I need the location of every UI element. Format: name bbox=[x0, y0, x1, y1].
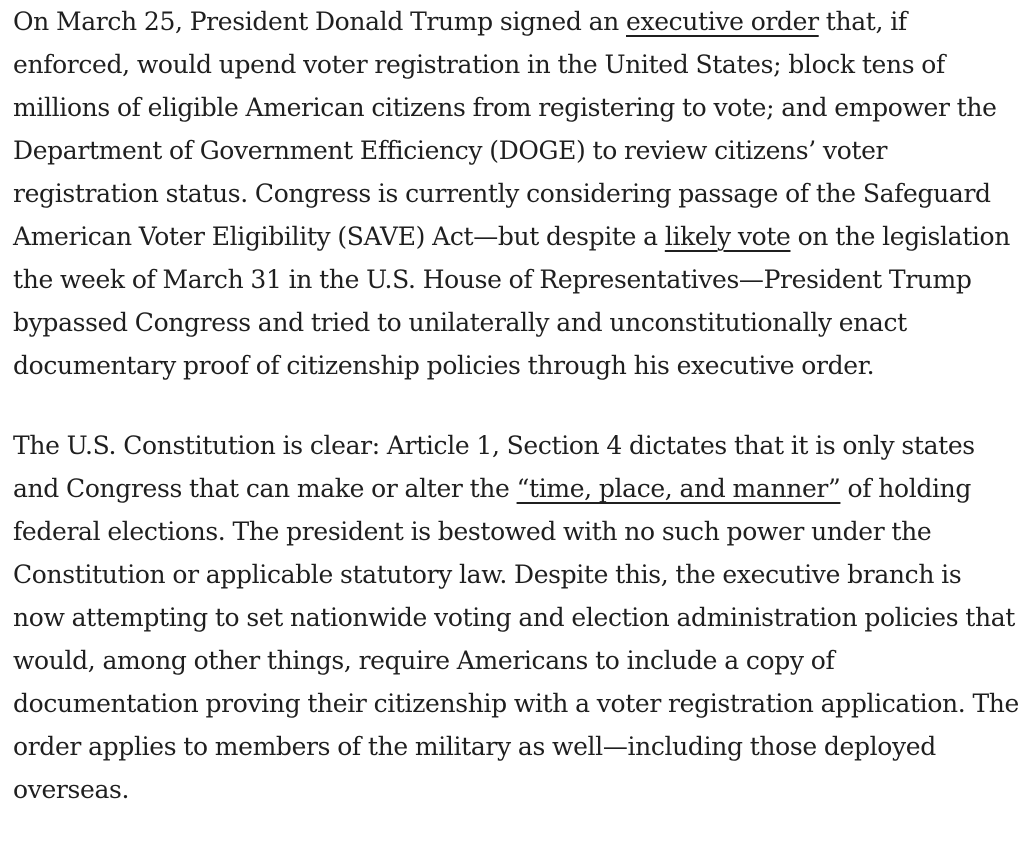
paragraph-2-text-1: The U.S. Constitution is clear: Article 1, Section 4 dictates that it is only states and Congress that can make or alter the bbox=[13, 431, 975, 503]
paragraph-1-text-2: that, if enforced, would upend voter registration in the United States; block tens of millions of eligible American citizens from registering to vote; and empower the Department of Government Efficiency (DOGE) to review citizens’ voter registration status. Congress is currently considering passage of the Safeguard American Voter Eligibility (SAVE) Act—but despite a bbox=[13, 7, 997, 251]
likely-vote-link[interactable]: likely vote bbox=[664, 222, 791, 251]
paragraph-1-text-1: On March 25, President Donald Trump signed an bbox=[13, 7, 626, 36]
paragraph-2 bbox=[13, 424, 1019, 811]
paragraph-1 bbox=[13, 0, 1019, 387]
paragraph-1-text-3: on the legislation the week of March 31 in the U.S. House of Representatives—President Trump bypassed Congress and tried to unilaterally and unconstitutionally enact documentary proof of citizenship policies through his executive order. bbox=[13, 222, 1010, 380]
executive-order-link[interactable]: executive order bbox=[626, 7, 819, 36]
time-place-manner-link[interactable]: “time, place, and manner” bbox=[516, 474, 841, 503]
paragraph-2-text-2: of holding federal elections. The president is bestowed with no such power under the Constitution or applicable statutory law. Despite this, the executive branch is now attempting to set nationwide voting and election administration policies that would, among other things, require Americans to include a copy of documentation proving their citizenship with a voter registration application. The order applies to members of the military as well—including those deployed overseas. bbox=[13, 474, 1019, 804]
article-body bbox=[13, 0, 1019, 811]
